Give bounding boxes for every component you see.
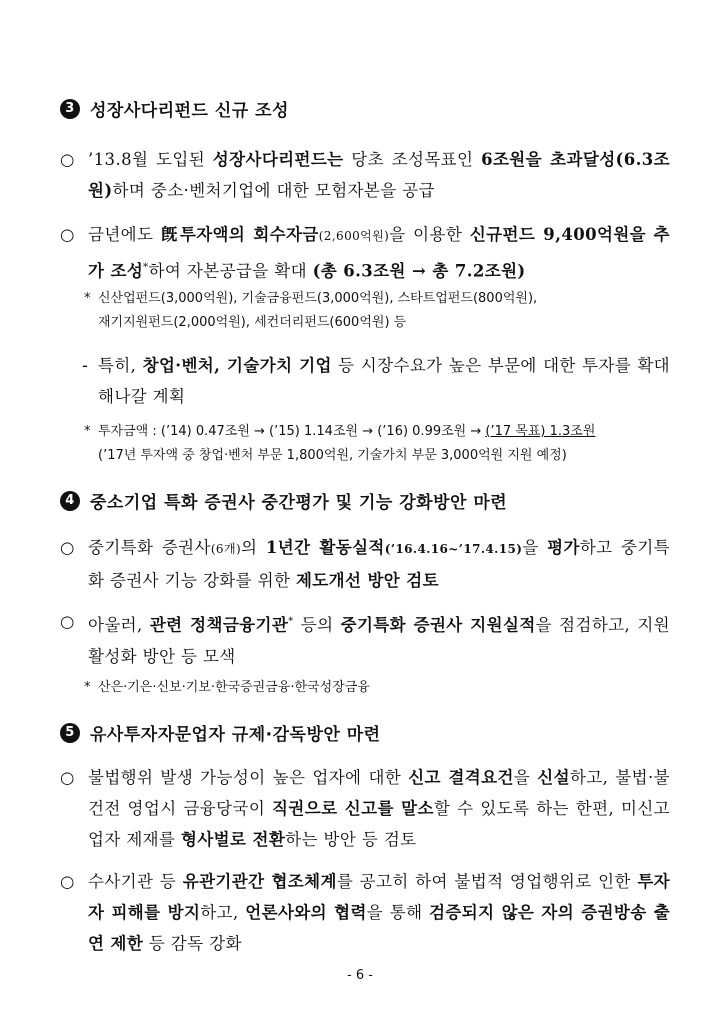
footnote-marker: * [84,680,91,695]
bullet-text: ’13.8월 도입된 성장사다리펀드는 당초 조성목표인 6조원을 초과달성(6.3조원)하며 중소·벤처기업에 대한 모험자본을 공급 [88,150,670,200]
footnote [84,287,674,335]
bullet-item [60,762,670,855]
footnote-marker: * [84,424,91,439]
bullet-marker: - [82,356,89,375]
section-heading-5 [60,720,680,745]
footnote-text: 투자금액 : (’14) 0.47조원 → (’15) 1.14조원 → (’16) 0.99조원 → (’17 목표) 1.3조원 (’17년 투자액 중 창업·벤처 부문 1,800억원, 기술가치 부문 3,000억원 지원 예정) [98,424,596,463]
section-title: 성장사다리펀드 신규 조성 [90,101,289,121]
footnote-text: 산은·기은·신보·기보·한국증권금융·한국성장금융 [98,680,370,695]
bullet-text: 특히, 창업·벤처, 기술가치 기업 등 시장수요가 높은 부문에 대한 투자를 확대해나갈 계획 [98,356,671,406]
bullet-item [60,532,670,596]
bullet-marker: ○ [60,150,75,169]
bullet-text: 아울러, 관련 정책금융기관* 등의 중기특화 증권사 지원실적을 점검하고, 지원 활성화 방안 등 모색 [88,615,670,666]
section-title: 유사투자자문업자 규제·감독방안 마련 [90,725,381,745]
bullet-marker: ○ [60,612,75,631]
bullet-marker: ○ [60,768,75,787]
footnote-marker: * [84,291,91,306]
footnote [84,676,674,700]
section-number-badge: 4 [60,491,80,511]
bullet-marker: ○ [60,225,75,244]
bullet-text: 금년에도 旣투자액의 회수자금(2,600억원)을 이용한 신규펀드 9,400억원을 추가 조성*하여 자본공급을 확대 (총 6.3조원 → 총 7.2조원) [88,225,670,281]
section-heading-4 [60,488,680,513]
section-title: 중소기업 특화 증권사 중간평가 및 기능 강화방안 마련 [90,493,508,513]
section-heading-3 [60,96,680,121]
sub-bullet-item [82,350,670,412]
footnote [84,420,674,468]
bullet-marker: ○ [60,872,75,891]
bullet-text: 불법행위 발생 가능성이 높은 업자에 대한 신고 결격요건을 신설하고, 불법·불건전 영업시 금융당국이 직권으로 신고를 말소할 수 있도록 하는 한편, 미신고 업자 제재를 형사벌로 전환하는 방안 등 검토 [88,768,671,849]
section-number-badge: 5 [60,723,80,743]
bullet-marker: ○ [60,538,75,557]
section-number-badge: 3 [60,99,80,119]
footnote-text: 신산업펀드(3,000억원), 기술금융펀드(3,000억원), 스타트업펀드(800억원), 재기지원펀드(2,000억원), 세컨더리펀드(600억원) 등 [98,291,538,330]
bullet-text: 수사기관 등 유관기관간 협조체계를 공고히 하여 불법적 영업행위로 인한 투자자 피해를 방지하고, 언론사와의 협력을 통해 검증되지 않은 자의 증권방송 출연 제한 등 감독 강화 [88,872,671,953]
bullet-item [60,219,670,287]
bullet-item [60,866,670,959]
bullet-item [60,606,670,672]
bullet-item [60,144,670,206]
bullet-text: 중기특화 증권사(6개)의 1년간 활동실적(’16.4.16~’17.4.15)을 평가하고 중기특화 증권사 기능 강화를 위한 제도개선 방안 검토 [88,538,670,590]
page-number: - 6 - [347,968,373,983]
